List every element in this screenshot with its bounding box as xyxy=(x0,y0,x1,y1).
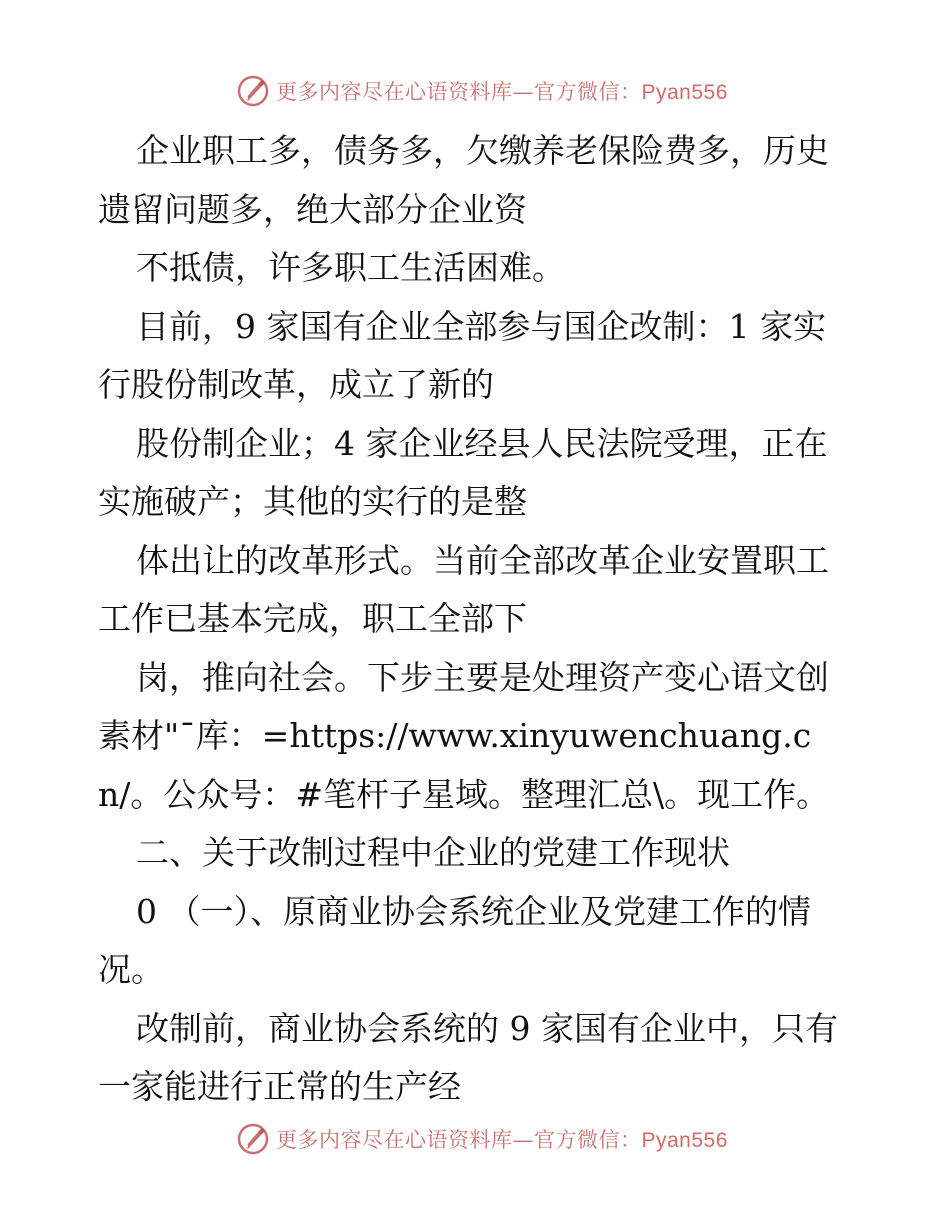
paragraph: 体出让的改革形式。当前全部改革企业安置职工工作已基本完成，职工全部下 xyxy=(98,540,829,638)
paragraph: 股份制企业；4 家企业经县人民法院受理，正在实施破产；其他的实行的是整 xyxy=(98,423,828,521)
paragraph: 改制前，商业协会系统的 9 家国有企业中，只有一家能进行正常的生产经 xyxy=(98,1008,838,1106)
watermark-id: Pyan556 xyxy=(641,1129,728,1152)
watermark-footer xyxy=(0,1118,950,1162)
paragraph: 二、关于改制过程中企业的党建工作现状 xyxy=(136,833,730,872)
pen-seal-icon xyxy=(236,1122,270,1156)
watermark-text xyxy=(276,1124,728,1154)
paragraph: 不抵债，许多职工生活困难。 xyxy=(136,248,565,287)
watermark-id: Pyan556 xyxy=(641,81,728,104)
paragraph: 企业职工多，债务多，欠缴养老保险费多，历史遗留问题多，绝大部分企业资 xyxy=(98,131,829,229)
watermark-cn: 更多内容尽在心语资料库—官方微信： xyxy=(276,80,642,104)
paragraph: 0 （一）、原商业协会系统企业及党建工作的情况。 xyxy=(98,891,811,989)
body-text xyxy=(98,122,858,1117)
watermark-cn: 更多内容尽在心语资料库—官方微信： xyxy=(276,1128,642,1152)
paragraph: 目前，9 家国有企业全部参与国企改制：1 家实行股份制改革，成立了新的 xyxy=(98,306,826,404)
pen-seal-icon xyxy=(236,74,270,108)
watermark-text xyxy=(276,76,728,106)
paragraph: 岗，推向社会。下步主要是处理资产变心语文创素材"¯库：=https://www.xinyuwenchuang.cn/。公众号：#笔杆子星域。整理汇总\。现工作。 xyxy=(98,657,830,814)
watermark-header xyxy=(0,70,950,114)
